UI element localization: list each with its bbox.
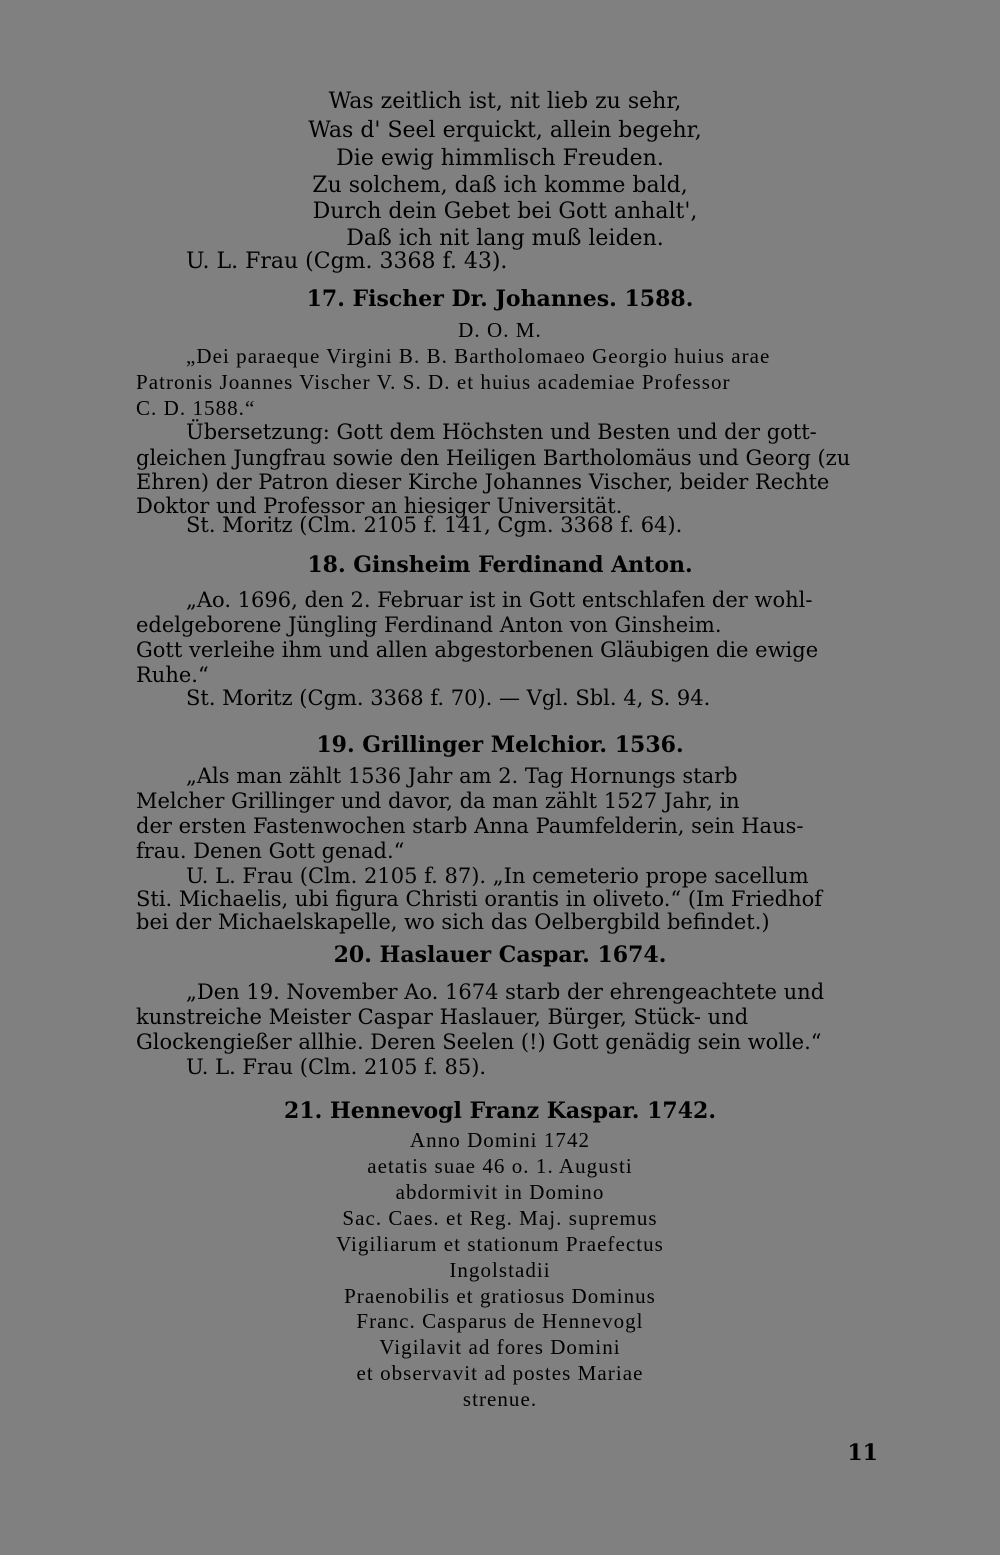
inscription-line: Sac. Caes. et Reg. Maj. supremus — [342, 1206, 658, 1230]
translation-line: Ehren) der Patron dieser Kirche Johannes Vischer, beider Rechte — [136, 470, 830, 494]
poem-line: Was d' Seel erquickt, allein begehr, — [308, 118, 702, 143]
inscription-line: abdormivit in Domino — [395, 1180, 605, 1204]
inscription-line: „Dei paraeque Virgini B. B. Bartholomaeo Georgio huius arae — [186, 344, 771, 368]
poem-line: Durch dein Gebet bei Gott anhalt', — [312, 199, 698, 224]
inscription-line: D. O. M. — [458, 318, 542, 342]
poem-line: Daß ich nit lang muß leiden. — [346, 226, 664, 251]
inscription-line: Praenobilis et gratiosus Dominus — [344, 1284, 656, 1308]
text-line: „Den 19. November Ao. 1674 starb der ehrengeachtete und — [186, 980, 825, 1004]
poem-line: Zu solchem, daß ich komme bald, — [312, 173, 688, 198]
text-line: Ruhe.“ — [136, 663, 209, 687]
page-number: 11 — [847, 1440, 878, 1466]
inscription-line: et observavit ad postes Mariae — [356, 1361, 644, 1385]
source-note: St. Moritz (Clm. 2105 f. 141, Cgm. 3368 f. 64). — [186, 513, 683, 537]
source-note: bei der Michaelskapelle, wo sich das Oelbergbild befindet.) — [136, 910, 770, 934]
inscription-line: C. D. 1588.“ — [136, 396, 256, 420]
source-note: U. L. Frau (Clm. 2105 f. 87). „In cemeterio prope sacellum — [186, 864, 809, 888]
inscription-line: Vigiliarum et stationum Praefectus — [336, 1232, 664, 1256]
text-line: Melcher Grillinger und davor, da man zählt 1527 Jahr, in — [136, 789, 740, 813]
text-line: der ersten Fastenwochen starb Anna Paumfelderin, sein Haus- — [136, 814, 804, 838]
text-line: Gott verleihe ihm und allen abgestorbenen Gläubigen die ewige — [136, 638, 819, 662]
text-line: frau. Denen Gott genad.“ — [136, 839, 405, 863]
entry-heading: 20. Haslauer Caspar. 1674. — [333, 942, 667, 968]
inscription-line: strenue. — [462, 1387, 538, 1411]
source-note: Sti. Michaelis, ubi figura Christi orantis in oliveto.“ (Im Friedhof — [136, 887, 823, 911]
entry-heading: 17. Fischer Dr. Johannes. 1588. — [306, 286, 694, 312]
inscription-line: Anno Domini 1742 — [409, 1128, 591, 1152]
entry-heading: 18. Ginsheim Ferdinand Anton. — [307, 552, 693, 578]
translation-line: Übersetzung: Gott dem Höchsten und Besten und der gott- — [186, 420, 817, 444]
translation-line: Doktor und Professor an hiesiger Universität. — [136, 494, 623, 518]
inscription-line: Ingolstadii — [449, 1258, 551, 1282]
text-line: kunstreiche Meister Caspar Haslauer, Bürger, Stück- und — [136, 1005, 749, 1029]
text-line: „Ao. 1696, den 2. Februar ist in Gott entschlafen der wohl- — [186, 588, 813, 612]
poem-line: Die ewig himmlisch Freuden. — [336, 146, 664, 171]
translation-line: gleichen Jungfrau sowie den Heiligen Bartholomäus und Georg (zu — [136, 446, 851, 470]
inscription-line: Franc. Casparus de Hennevogl — [356, 1309, 644, 1333]
poem-line: Was zeitlich ist, nit lieb zu sehr, — [328, 89, 682, 114]
source-note: U. L. Frau (Cgm. 3368 f. 43). — [186, 249, 508, 274]
entry-heading: 21. Hennevogl Franz Kaspar. 1742. — [284, 1098, 716, 1124]
source-note: St. Moritz (Cgm. 3368 f. 70). — Vgl. Sbl. 4, S. 94. — [186, 686, 711, 710]
text-line: edelgeborene Jüngling Ferdinand Anton von Ginsheim. — [136, 613, 722, 637]
inscription-line: aetatis suae 46 o. 1. Augusti — [367, 1154, 633, 1178]
text-line: Glockengießer allhie. Deren Seelen (!) Gott genädig sein wolle.“ — [136, 1030, 822, 1054]
text-line: „Als man zählt 1536 Jahr am 2. Tag Hornungs starb — [186, 764, 738, 788]
source-note: U. L. Frau (Clm. 2105 f. 85). — [186, 1055, 487, 1079]
entry-heading: 19. Grillinger Melchior. 1536. — [316, 732, 684, 758]
inscription-line: Patronis Joannes Vischer V. S. D. et huius academiae Professor — [136, 370, 731, 394]
inscription-line: Vigilavit ad fores Domini — [379, 1335, 621, 1359]
